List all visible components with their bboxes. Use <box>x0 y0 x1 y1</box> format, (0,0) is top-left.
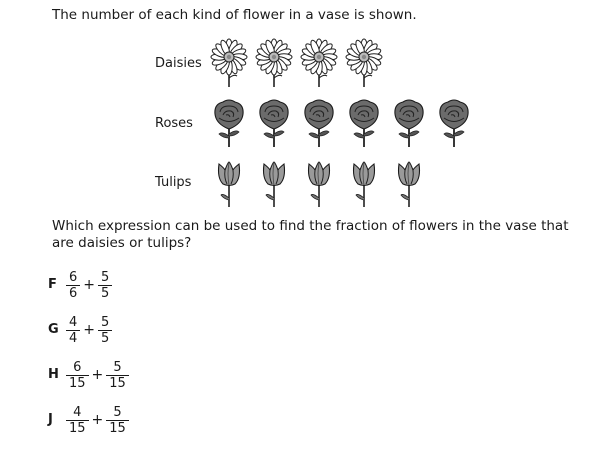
choice-letter: H <box>48 367 59 382</box>
denominator: 6 <box>69 285 78 301</box>
plus-sign: + <box>83 277 96 293</box>
tulip-icon <box>207 158 251 208</box>
denominator: 4 <box>69 330 78 346</box>
tulip-icon <box>387 158 431 208</box>
denominator: 15 <box>69 375 86 391</box>
plus-sign: + <box>91 412 104 428</box>
row-label-tulips: Tulips <box>155 175 192 190</box>
flower-row-daisies <box>0 38 605 88</box>
fraction <box>98 315 112 346</box>
numerator: 5 <box>113 359 122 375</box>
row-label-roses: Roses <box>155 116 193 131</box>
fraction <box>66 270 80 301</box>
choice-letter: F <box>48 277 57 292</box>
rose-icon <box>252 98 296 148</box>
plus-sign: + <box>83 322 96 338</box>
denominator: 5 <box>101 330 110 346</box>
fraction <box>66 315 80 346</box>
numerator: 5 <box>113 404 122 420</box>
rose-icon <box>387 98 431 148</box>
fraction <box>106 405 129 436</box>
daisy-icon <box>342 38 386 88</box>
daisy-icon <box>207 38 251 88</box>
flower-row-tulips <box>0 158 605 208</box>
tulip-icon <box>252 158 296 208</box>
expression <box>66 353 129 397</box>
numerator: 4 <box>73 404 82 420</box>
tulip-icon <box>342 158 386 208</box>
tulip-icon <box>297 158 341 208</box>
expression <box>66 398 129 442</box>
row-label-daisies: Daisies <box>155 56 202 71</box>
plus-sign: + <box>91 367 104 383</box>
expression <box>66 308 112 352</box>
daisy-icon <box>252 38 296 88</box>
flower-row-roses <box>0 98 605 148</box>
fraction <box>98 270 112 301</box>
numerator: 6 <box>69 269 78 285</box>
daisy-icon <box>297 38 341 88</box>
rose-icon <box>432 98 476 148</box>
denominator: 15 <box>109 375 126 391</box>
denominator: 15 <box>69 420 86 436</box>
numerator: 6 <box>73 359 82 375</box>
choice-letter: G <box>48 322 59 337</box>
denominator: 5 <box>101 285 110 301</box>
denominator: 15 <box>109 420 126 436</box>
rose-icon <box>297 98 341 148</box>
fraction <box>106 360 129 391</box>
choice-letter: J <box>48 412 53 427</box>
expression <box>66 263 112 307</box>
fraction <box>66 360 89 391</box>
question-text: Which expression can be used to find the fraction of flowers in the vase that are daisies or tulips? <box>52 218 569 251</box>
fraction <box>66 405 89 436</box>
numerator: 4 <box>69 314 78 330</box>
rose-icon <box>207 98 251 148</box>
rose-icon <box>342 98 386 148</box>
numerator: 5 <box>101 314 110 330</box>
numerator: 5 <box>101 269 110 285</box>
intro-text: The number of each kind of flower in a vase is shown. <box>52 7 417 23</box>
